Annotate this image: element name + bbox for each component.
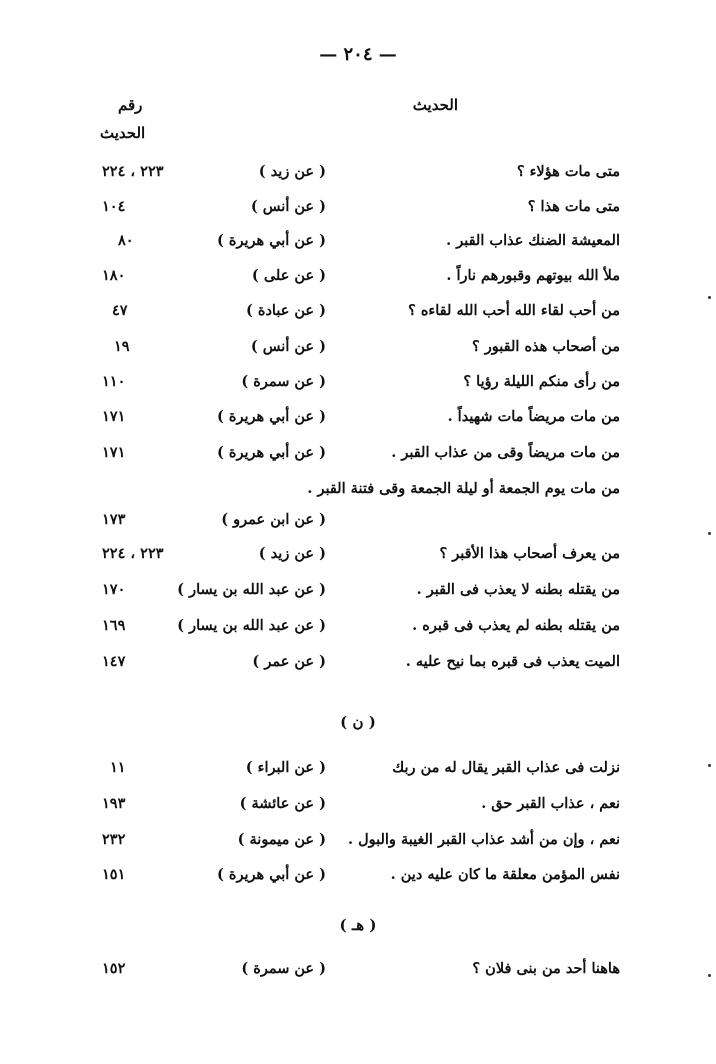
hadith-row-long bbox=[0, 480, 716, 510]
hadith-text: المعيشة الضنك عذاب القبر . bbox=[446, 232, 620, 249]
hadith-source: ( عن سمرة ) bbox=[241, 960, 326, 977]
hadith-source: ( عن أبي هريرة ) bbox=[216, 408, 326, 425]
hadith-row bbox=[0, 653, 716, 683]
hadith-text: نفس المؤمن معلقة ما كان عليه دين . bbox=[390, 866, 620, 883]
scan-speck bbox=[708, 296, 711, 299]
hadith-row bbox=[0, 338, 716, 368]
hadith-row bbox=[0, 444, 716, 474]
section-heading-ha: ( هـ ) bbox=[339, 916, 377, 934]
hadith-row bbox=[0, 408, 716, 438]
hadith-text: متى مات هؤلاء ؟ bbox=[516, 163, 620, 180]
hadith-source: ( عن زيد ) bbox=[258, 545, 326, 562]
scan-speck bbox=[708, 974, 711, 977]
hadith-text: من مات مريضاً وقى من عذاب القبر . bbox=[391, 444, 620, 461]
hadith-row bbox=[0, 267, 716, 297]
hadith-number: ١٩ bbox=[114, 338, 130, 355]
hadith-number: ٤٧ bbox=[112, 302, 128, 319]
hadith-row bbox=[0, 866, 716, 896]
hadith-number: ٢٢٣ ، ٢٢٤ bbox=[102, 163, 164, 180]
hadith-text: من يقتله بطنه لا يعذب فى القبر . bbox=[416, 581, 620, 598]
hadith-source: ( عن عمر ) bbox=[252, 653, 326, 670]
hadith-number: ١٦٩ bbox=[102, 617, 126, 634]
hadith-text: نعم ، وإن من أشد عذاب القبر الغيبة والبول . bbox=[347, 831, 620, 848]
hadith-text: من أصحاب هذه القبور ؟ bbox=[472, 338, 620, 355]
page-number: — ٢٠٤ — bbox=[319, 44, 397, 65]
hadith-row bbox=[0, 759, 716, 789]
hadith-number: ٢٢٣ ، ٢٢٤ bbox=[102, 545, 164, 562]
hadith-row bbox=[0, 545, 716, 575]
hadith-number: ٢٣٢ bbox=[102, 831, 126, 848]
hadith-source: ( عن أبي هريرة ) bbox=[216, 444, 326, 461]
hadith-row bbox=[0, 831, 716, 861]
hadith-number: ١٧٠ bbox=[102, 581, 126, 598]
hadith-source: ( عن أنس ) bbox=[250, 198, 326, 215]
section-heading-nun: ( ن ) bbox=[340, 713, 376, 731]
hadith-number: ١٩٣ bbox=[102, 795, 126, 812]
scan-speck bbox=[708, 764, 711, 767]
hadith-text: هاهنا أحد من بنى فلان ؟ bbox=[472, 960, 620, 977]
hadith-text: من مات يوم الجمعة أو ليلة الجمعة وقى فتنة القبر . bbox=[307, 480, 620, 497]
hadith-row bbox=[0, 581, 716, 611]
hadith-number: ١٠٤ bbox=[102, 198, 126, 215]
hadith-row bbox=[0, 617, 716, 647]
hadith-text: من مات مريضاً مات شهيداً . bbox=[447, 408, 620, 425]
hadith-source: ( عن أنس ) bbox=[250, 338, 326, 355]
hadith-number: ١٤٧ bbox=[102, 653, 126, 670]
hadith-source: ( عن عبد الله بن يسار ) bbox=[177, 617, 326, 634]
hadith-text: من أحب لقاء الله أحب الله لقاءه ؟ bbox=[408, 302, 620, 319]
hadith-text: من يعرف أصحاب هذا الأقبر ؟ bbox=[439, 545, 620, 562]
hadith-source: ( عن عبد الله بن يسار ) bbox=[177, 581, 326, 598]
hadith-source: ( عن ابن عمرو ) bbox=[221, 511, 326, 528]
hadith-source: ( عن عبادة ) bbox=[245, 302, 326, 319]
hadith-source: ( عن على ) bbox=[251, 267, 326, 284]
hadith-row-long-attribution bbox=[0, 511, 716, 541]
hadith-number: ١٥٢ bbox=[102, 960, 126, 977]
hadith-source: ( عن أبي هريرة ) bbox=[216, 866, 326, 883]
hadith-source: ( عن سمرة ) bbox=[241, 373, 326, 390]
scan-speck bbox=[708, 532, 711, 535]
hadith-number: ١٧٣ bbox=[102, 511, 126, 528]
number-column-header-line2: الحديث bbox=[100, 124, 146, 142]
hadith-source: ( عن البراء ) bbox=[245, 759, 326, 776]
hadith-text: نزلت فى عذاب القبر يقال له من ربك bbox=[392, 759, 620, 776]
hadith-row bbox=[0, 302, 716, 332]
hadith-column-header: الحديث bbox=[412, 96, 458, 114]
hadith-number: ١١ bbox=[110, 759, 126, 776]
hadith-source: ( عن زيد ) bbox=[258, 163, 326, 180]
hadith-text: متى مات هذا ؟ bbox=[527, 198, 620, 215]
hadith-row bbox=[0, 960, 716, 990]
hadith-source: ( عن ميمونة ) bbox=[237, 831, 326, 848]
number-column-header-line1: رقم bbox=[118, 96, 143, 114]
hadith-number: ١٧١ bbox=[102, 408, 126, 425]
hadith-number: ٨٠ bbox=[118, 232, 134, 249]
hadith-text: نعم ، عذاب القبر حق . bbox=[481, 795, 620, 812]
hadith-number: ١٨٠ bbox=[102, 267, 126, 284]
hadith-number: ١١٠ bbox=[102, 373, 126, 390]
hadith-row bbox=[0, 795, 716, 825]
hadith-row bbox=[0, 198, 716, 228]
hadith-text: من رأى منكم الليلة رؤيا ؟ bbox=[463, 373, 620, 390]
hadith-source: ( عن أبي هريرة ) bbox=[216, 232, 326, 249]
hadith-text: ملأ الله بيوتهم وقبورهم ناراً . bbox=[446, 267, 620, 284]
hadith-number: ١٧١ bbox=[102, 444, 126, 461]
hadith-row bbox=[0, 373, 716, 403]
hadith-number: ١٥١ bbox=[102, 866, 126, 883]
hadith-text: من يقتله بطنه لم يعذب فى قبره . bbox=[412, 617, 620, 634]
hadith-row bbox=[0, 232, 716, 262]
hadith-text: الميت يعذب فى قبره بما نيح عليه . bbox=[405, 653, 620, 670]
hadith-source: ( عن عائشة ) bbox=[239, 795, 326, 812]
hadith-row bbox=[0, 163, 716, 193]
